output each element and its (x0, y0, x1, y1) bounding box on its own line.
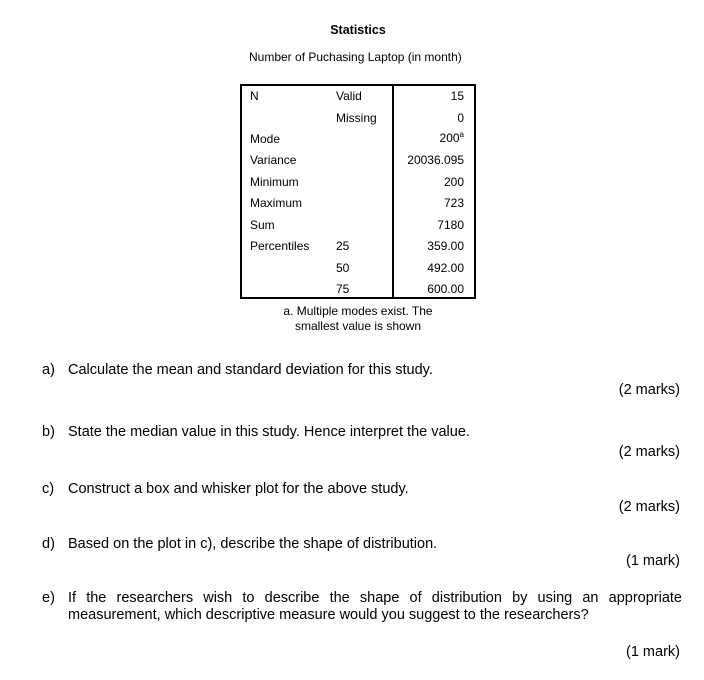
sum-label: Sum (250, 218, 275, 232)
valid-value: 15 (450, 89, 464, 103)
footnote-line-2: smallest value is shown (294, 319, 422, 333)
variance-label: Variance (250, 153, 297, 167)
p25-value: 359.00 (427, 239, 464, 253)
mode-number: 200 (439, 131, 460, 145)
mode-superscript: a (459, 130, 464, 139)
question-e-marks: (1 mark) (626, 644, 680, 660)
missing-value: 0 (457, 111, 464, 125)
sum-value: 7180 (437, 218, 464, 232)
table-footnote (240, 304, 476, 334)
question-c-text: Construct a box and whisker plot for the above study. (68, 481, 409, 497)
percentiles-label: Percentiles (250, 239, 310, 253)
question-e-text: If the researchers wish to describe the shape of distribution by using an appropriate measurement, which descriptive measure would you suggest to the researchers? (68, 590, 682, 623)
question-b-text: State the median value in this study. Hence interpret the value. (68, 424, 470, 440)
missing-label: Missing (336, 111, 377, 125)
p25-label: 25 (336, 239, 350, 253)
question-a-marks: (2 marks) (618, 382, 680, 398)
question-d-marks: (1 mark) (626, 553, 680, 569)
question-a (42, 362, 433, 378)
question-c (42, 481, 409, 497)
question-b-marks: (2 marks) (618, 444, 680, 460)
question-d-text: Based on the plot in c), describe the shape of distribution. (68, 536, 438, 552)
question-b-label: b) (42, 424, 55, 440)
p75-label: 75 (336, 282, 350, 296)
mode-label: Mode (250, 132, 281, 146)
maximum-label: Maximum (250, 196, 303, 210)
question-c-marks: (2 marks) (618, 499, 680, 515)
question-e (42, 590, 682, 624)
valid-label: Valid (336, 89, 362, 103)
question-e-label: e) (42, 590, 55, 606)
minimum-label: Minimum (250, 175, 299, 189)
question-c-label: c) (42, 481, 55, 497)
footnote-line-1: a. Multiple modes exist. The (283, 304, 433, 318)
question-b (42, 424, 470, 440)
mode-value (440, 130, 464, 145)
p75-value: 600.00 (427, 282, 464, 296)
minimum-value: 200 (443, 175, 464, 189)
p50-value: 492.00 (427, 261, 464, 275)
n-label: N (250, 89, 259, 103)
question-d (42, 536, 437, 552)
column-divider (392, 86, 394, 297)
question-a-label: a) (42, 362, 55, 378)
p50-label: 50 (336, 261, 350, 275)
table-title: Statistics (330, 23, 386, 37)
table-caption: Number of Puchasing Laptop (in month) (249, 50, 462, 64)
variance-value: 20036.095 (407, 153, 464, 167)
question-a-text: Calculate the mean and standard deviation for this study. (68, 362, 433, 378)
table-body (240, 84, 476, 299)
question-d-label: d) (42, 536, 55, 552)
maximum-value: 723 (443, 196, 464, 210)
